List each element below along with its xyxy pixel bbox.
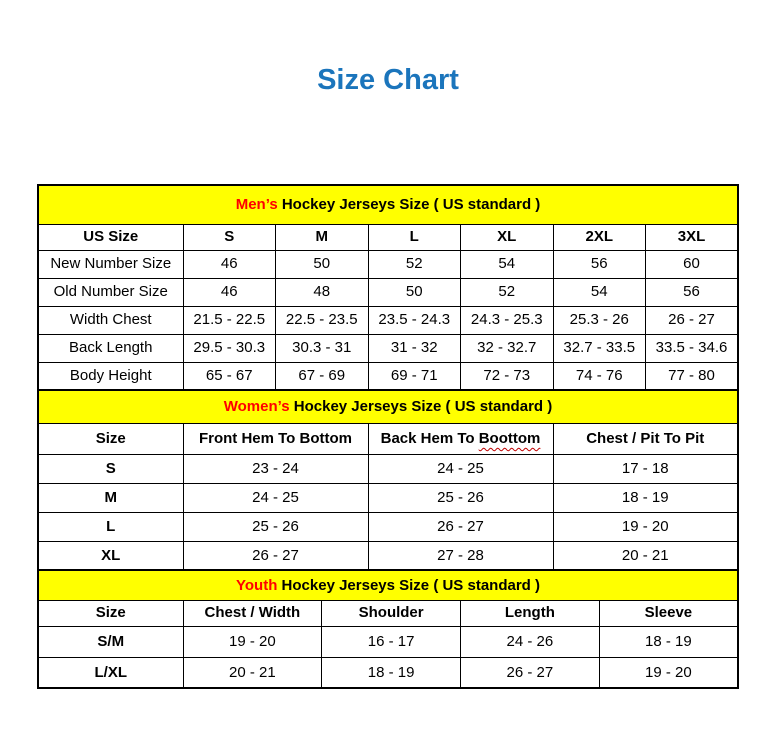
row-label-cell: Width Chest xyxy=(38,306,183,334)
table-row xyxy=(38,250,738,278)
value-cell: 27 - 28 xyxy=(368,541,553,570)
table-row xyxy=(38,512,738,541)
column-header-cell: US Size xyxy=(38,224,183,250)
section-header-row xyxy=(38,570,738,600)
section-accent-text: Men’s xyxy=(235,196,278,214)
value-cell: 26 - 27 xyxy=(183,541,368,570)
value-cell: 60 xyxy=(646,250,739,278)
value-cell: 46 xyxy=(183,250,276,278)
value-cell: 25 - 26 xyxy=(368,483,553,512)
value-cell: 69 - 71 xyxy=(368,362,461,390)
value-cell: 19 - 20 xyxy=(599,657,738,688)
column-header-cell: Chest / Pit To Pit xyxy=(553,423,738,454)
column-header-cell: Back Hem To Boottom xyxy=(368,423,553,454)
column-header-cell: S xyxy=(183,224,276,250)
row-label-cell: S/M xyxy=(38,626,183,657)
column-header-cell: 2XL xyxy=(553,224,646,250)
value-cell: 19 - 20 xyxy=(553,512,738,541)
table-row xyxy=(38,483,738,512)
value-cell: 52 xyxy=(368,250,461,278)
value-cell: 26 - 27 xyxy=(646,306,739,334)
value-cell: 52 xyxy=(461,278,554,306)
value-cell: 74 - 76 xyxy=(553,362,646,390)
column-header-cell: L xyxy=(368,224,461,250)
size-tables-container xyxy=(37,184,739,689)
column-header-cell: XL xyxy=(461,224,554,250)
table-row xyxy=(38,334,738,362)
value-cell: 21.5 - 22.5 xyxy=(183,306,276,334)
value-cell: 54 xyxy=(461,250,554,278)
value-cell: 54 xyxy=(553,278,646,306)
value-cell: 23 - 24 xyxy=(183,454,368,483)
value-cell: 56 xyxy=(646,278,739,306)
value-cell: 20 - 21 xyxy=(183,657,322,688)
column-header-cell: Sleeve xyxy=(599,600,738,626)
value-cell: 18 - 19 xyxy=(322,657,461,688)
value-cell: 30.3 - 31 xyxy=(276,334,369,362)
table-row xyxy=(38,454,738,483)
value-cell: 18 - 19 xyxy=(553,483,738,512)
value-cell: 20 - 21 xyxy=(553,541,738,570)
value-cell: 48 xyxy=(276,278,369,306)
table-row xyxy=(38,362,738,390)
value-cell: 26 - 27 xyxy=(368,512,553,541)
row-label-cell: XL xyxy=(38,541,183,570)
row-label-cell: L xyxy=(38,512,183,541)
table-row xyxy=(38,541,738,570)
value-cell: 67 - 69 xyxy=(276,362,369,390)
column-header-cell: M xyxy=(276,224,369,250)
value-cell: 24 - 25 xyxy=(183,483,368,512)
value-cell: 16 - 17 xyxy=(322,626,461,657)
column-header-row xyxy=(38,600,738,626)
value-cell: 24 - 26 xyxy=(461,626,600,657)
value-cell: 33.5 - 34.6 xyxy=(646,334,739,362)
value-cell: 29.5 - 30.3 xyxy=(183,334,276,362)
row-label-cell: New Number Size xyxy=(38,250,183,278)
size-table-mens xyxy=(37,184,739,391)
column-header-row xyxy=(38,423,738,454)
value-cell: 26 - 27 xyxy=(461,657,600,688)
value-cell: 50 xyxy=(276,250,369,278)
column-header-cell: Shoulder xyxy=(322,600,461,626)
value-cell: 24.3 - 25.3 xyxy=(461,306,554,334)
value-cell: 32.7 - 33.5 xyxy=(553,334,646,362)
section-header-row xyxy=(38,185,738,224)
table-row xyxy=(38,657,738,688)
column-header-cell: 3XL xyxy=(646,224,739,250)
section-header-youth: Youth Hockey Jerseys Size ( US standard ) xyxy=(38,570,738,600)
size-table-youth xyxy=(37,569,739,689)
value-cell: 46 xyxy=(183,278,276,306)
table-row xyxy=(38,278,738,306)
row-label-cell: Back Length xyxy=(38,334,183,362)
value-cell: 77 - 80 xyxy=(646,362,739,390)
row-label-cell: L/XL xyxy=(38,657,183,688)
value-cell: 24 - 25 xyxy=(368,454,553,483)
section-header-row xyxy=(38,390,738,423)
column-header-cell: Size xyxy=(38,600,183,626)
section-header-mens: Men’s Hockey Jerseys Size ( US standard ) xyxy=(38,185,738,224)
misspelled-word: Boottom xyxy=(478,429,541,447)
column-header-cell: Chest / Width xyxy=(183,600,322,626)
row-label-cell: S xyxy=(38,454,183,483)
column-header-cell: Size xyxy=(38,423,183,454)
value-cell: 22.5 - 23.5 xyxy=(276,306,369,334)
column-header-cell: Length xyxy=(461,600,600,626)
column-header-row xyxy=(38,224,738,250)
section-accent-text: Women’s xyxy=(223,398,290,416)
size-table-womens xyxy=(37,389,739,571)
value-cell: 18 - 19 xyxy=(599,626,738,657)
value-cell: 25.3 - 26 xyxy=(553,306,646,334)
page-title: Size Chart xyxy=(317,64,459,96)
value-cell: 50 xyxy=(368,278,461,306)
value-cell: 25 - 26 xyxy=(183,512,368,541)
table-row xyxy=(38,306,738,334)
section-accent-text: Youth xyxy=(236,576,278,594)
value-cell: 31 - 32 xyxy=(368,334,461,362)
row-label-cell: M xyxy=(38,483,183,512)
value-cell: 19 - 20 xyxy=(183,626,322,657)
row-label-cell: Old Number Size xyxy=(38,278,183,306)
value-cell: 32 - 32.7 xyxy=(461,334,554,362)
section-header-womens: Women’s Hockey Jerseys Size ( US standard ) xyxy=(38,390,738,423)
table-row xyxy=(38,626,738,657)
value-cell: 65 - 67 xyxy=(183,362,276,390)
row-label-cell: Body Height xyxy=(38,362,183,390)
column-header-cell: Front Hem To Bottom xyxy=(183,423,368,454)
value-cell: 72 - 73 xyxy=(461,362,554,390)
value-cell: 23.5 - 24.3 xyxy=(368,306,461,334)
value-cell: 56 xyxy=(553,250,646,278)
value-cell: 17 - 18 xyxy=(553,454,738,483)
